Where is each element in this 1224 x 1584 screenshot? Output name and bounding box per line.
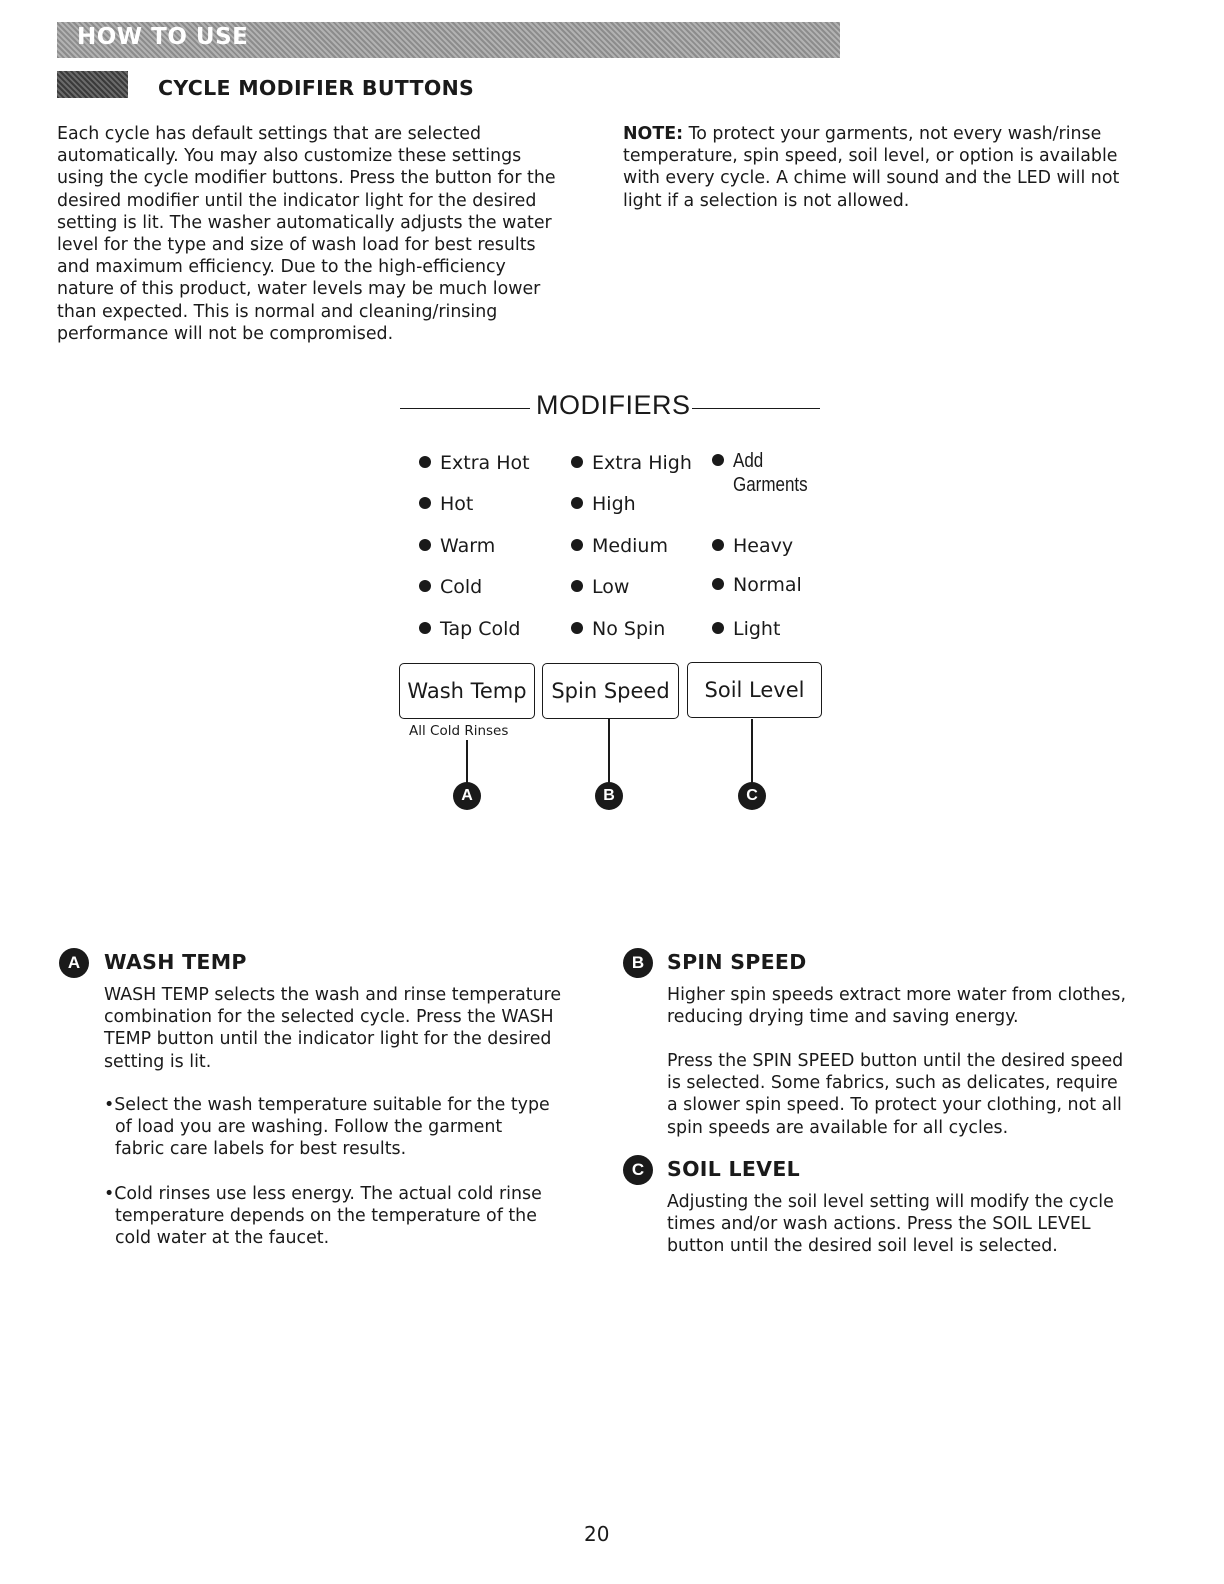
callout-b-icon: B <box>595 782 623 810</box>
intro-line: level for the type and size of wash load for best results <box>57 235 536 256</box>
spin-speed-badge-icon: B <box>623 948 653 978</box>
note-first-line: To protect your garments, not every wash/rinse <box>683 124 1102 144</box>
option-label: Heavy <box>733 535 794 557</box>
modifiers-title: MODIFIERS <box>536 390 691 420</box>
option-label: Hot <box>440 493 474 515</box>
callout-line-c <box>751 719 753 785</box>
text-line: fabric care labels for best results. <box>115 1139 407 1160</box>
modifiers-rule-right <box>692 408 820 409</box>
section-marker <box>57 71 128 98</box>
spin-speed-option <box>571 492 636 516</box>
option-label: Extra Hot <box>440 452 530 474</box>
callout-a-icon: A <box>453 782 481 810</box>
indicator-light-icon <box>419 622 431 634</box>
text-line: Higher spin speeds extract more water from clothes, <box>667 985 1126 1005</box>
callout-line-a <box>466 740 468 785</box>
option-label: Low <box>592 576 630 598</box>
text-line: Adjusting the soil level setting will modify the cycle <box>667 1192 1114 1212</box>
intro-line: Each cycle has default settings that are selected <box>57 124 481 144</box>
intro-line: performance will not be compromised. <box>57 323 394 344</box>
spin-speed-option <box>571 617 665 641</box>
text-line: TEMP button until the indicator light for the desired <box>104 1029 552 1050</box>
indicator-light-icon <box>712 578 724 590</box>
wash-temp-badge-icon: A <box>59 948 89 978</box>
note-paragraph <box>623 123 1119 212</box>
intro-paragraph <box>57 123 556 345</box>
spin-speed-button[interactable]: Spin Speed <box>542 663 679 719</box>
text-line: •Cold rinses use less energy. The actual cold rinse <box>104 1184 542 1204</box>
indicator-light-icon <box>712 539 724 551</box>
indicator-light-icon <box>571 497 583 509</box>
all-cold-rinses-label: All Cold Rinses <box>409 723 509 739</box>
option-label: Warm <box>440 535 496 557</box>
soil-level-option <box>712 617 780 641</box>
option-label: Cold <box>440 576 483 598</box>
soil-level-heading: SOIL LEVEL <box>667 1157 801 1181</box>
indicator-light-icon <box>571 456 583 468</box>
text-line: combination for the selected cycle. Press the WASH <box>104 1007 554 1028</box>
indicator-light-icon <box>419 497 431 509</box>
text-line: spin speeds are available for all cycles. <box>667 1117 1009 1138</box>
note-label: NOTE: <box>623 124 684 144</box>
text-line: reducing drying time and saving energy. <box>667 1007 1019 1028</box>
note-line: with every cycle. A chime will sound and the LED will not <box>623 168 1120 189</box>
wash-temp-bullet <box>104 1094 550 1161</box>
spin-speed-option <box>571 534 668 558</box>
soil-level-badge-icon: C <box>623 1155 653 1185</box>
intro-line: setting is lit. The washer automatically adjusts the water <box>57 212 552 233</box>
text-line: temperature depends on the temperature of the <box>115 1206 537 1227</box>
text-line: •Select the wash temperature suitable for the type <box>104 1095 550 1115</box>
indicator-light-icon <box>419 456 431 468</box>
wash-temp-heading: WASH TEMP <box>104 950 247 974</box>
soil-level-option <box>712 534 793 558</box>
spin-speed-paragraph <box>667 984 1126 1028</box>
modifiers-rule-left <box>400 408 530 409</box>
how-to-use-banner <box>57 22 840 58</box>
indicator-light-icon <box>712 622 724 634</box>
indicator-light-icon <box>571 580 583 592</box>
soil-level-button[interactable]: Soil Level <box>687 662 822 718</box>
callout-c-icon: C <box>738 782 766 810</box>
indicator-light-icon <box>419 539 431 551</box>
option-label: High <box>592 493 636 515</box>
text-line: setting is lit. <box>104 1051 212 1072</box>
text-line: cold water at the faucet. <box>115 1228 330 1249</box>
option-label: Light <box>733 618 781 640</box>
intro-line: using the cycle modifier buttons. Press the button for the <box>57 168 556 189</box>
intro-line: and maximum efficiency. Due to the high-efficiency <box>57 257 506 278</box>
text-line: Press the SPIN SPEED button until the desired speed <box>667 1051 1124 1071</box>
spin-speed-paragraph <box>667 1050 1123 1139</box>
soil-level-option <box>712 449 769 473</box>
indicator-light-icon <box>419 580 431 592</box>
wash-temp-button[interactable]: Wash Temp <box>399 663 535 719</box>
wash-temp-bullet <box>104 1183 542 1250</box>
option-label: Tap Cold <box>440 618 521 640</box>
option-label: No Spin <box>592 618 666 640</box>
option-label: Extra High <box>592 452 692 474</box>
text-line: a slower spin speed. To protect your clothing, not all <box>667 1095 1122 1116</box>
page-number: 20 <box>584 1522 610 1546</box>
wash-temp-option <box>419 534 495 558</box>
option-label: Normal <box>733 574 802 596</box>
intro-line: nature of this product, water levels may be much lower <box>57 279 541 300</box>
indicator-light-icon <box>571 539 583 551</box>
indicator-light-icon <box>712 454 724 466</box>
banner-title: HOW TO USE <box>77 24 249 50</box>
callout-line-b <box>608 719 610 785</box>
option-label: Add <box>733 450 764 472</box>
text-line: is selected. Some fabrics, such as delicates, require <box>667 1073 1118 1094</box>
text-line: times and/or wash actions. Press the SOIL LEVEL <box>667 1214 1091 1235</box>
wash-temp-option <box>419 617 520 641</box>
text-line: of load you are washing. Follow the garment <box>115 1117 503 1138</box>
note-line: temperature, spin speed, soil level, or option is available <box>623 146 1118 167</box>
section-title: CYCLE MODIFIER BUTTONS <box>158 76 475 100</box>
indicator-light-icon <box>571 622 583 634</box>
text-line: WASH TEMP selects the wash and rinse temperature <box>104 985 562 1005</box>
intro-line: than expected. This is normal and cleaning/rinsing <box>57 301 498 322</box>
intro-line: desired modifier until the indicator light for the desired <box>57 190 537 211</box>
intro-line: automatically. You may also customize these settings <box>57 146 522 167</box>
spin-speed-option <box>571 575 629 599</box>
wash-temp-option <box>419 575 482 599</box>
note-line <box>623 123 1119 145</box>
spin-speed-option <box>571 451 692 475</box>
text-line: button until the desired soil level is selected. <box>667 1236 1058 1257</box>
soil-level-paragraph <box>667 1191 1114 1258</box>
option-label: Medium <box>592 535 668 557</box>
soil-level-option-continued: Garments <box>733 474 808 496</box>
wash-temp-option <box>419 492 473 516</box>
wash-temp-option <box>419 451 530 475</box>
note-line: light if a selection is not allowed. <box>623 190 910 211</box>
soil-level-option <box>712 573 802 597</box>
wash-temp-paragraph <box>104 984 561 1073</box>
spin-speed-heading: SPIN SPEED <box>667 950 807 974</box>
